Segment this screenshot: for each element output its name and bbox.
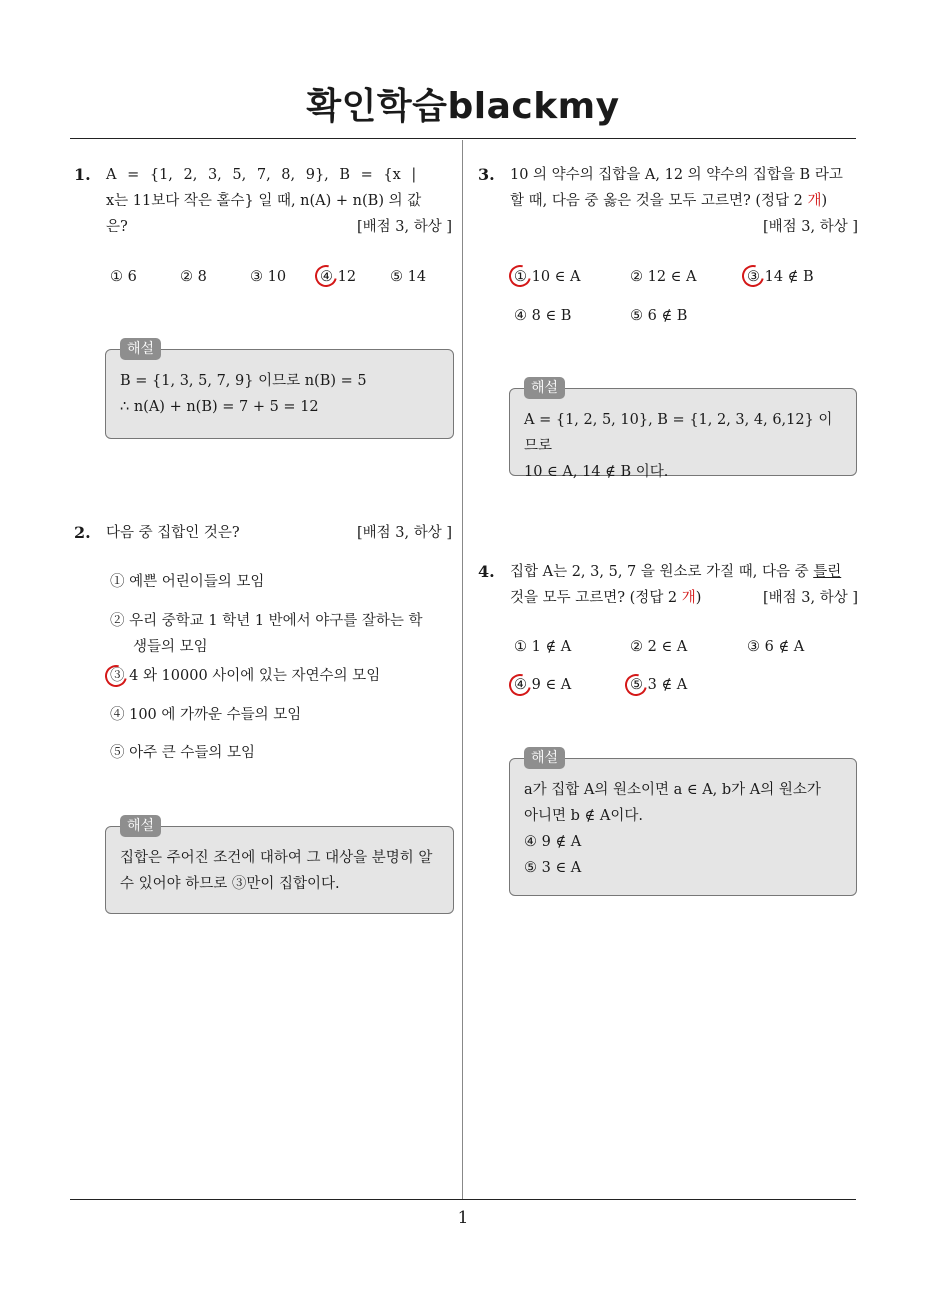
solution-tag: 해설 xyxy=(120,815,161,837)
option-3[interactable]: ③ 6 ∉ A xyxy=(747,639,805,655)
solution-tag: 해설 xyxy=(120,338,161,360)
solution-box xyxy=(509,380,857,480)
question-line: A = {1, 2, 3, 5, 7, 8, 9}, B = {x | xyxy=(106,167,417,183)
question-line: 은? [배점 3, 하상 ] xyxy=(106,214,452,240)
question-text xyxy=(510,162,858,240)
option-4[interactable]: ④ 12 xyxy=(320,269,357,285)
option-4[interactable]: ④ 100 에 가까운 수들의 모임 xyxy=(110,707,302,723)
option-1[interactable]: ① 예쁜 어린이들의 모임 xyxy=(110,574,265,590)
question-number: 4. xyxy=(478,562,495,581)
score-label: [배점 3, 하상 ] xyxy=(356,525,452,541)
solution-line: A = {1, 2, 5, 10}, B = {1, 2, 3, 4, 6,12} 이므로 xyxy=(524,412,833,454)
solution-line: 아니면 b ∉ A이다. xyxy=(524,808,643,824)
option-3[interactable]: ③ 14 ∉ B xyxy=(747,269,814,285)
option-3[interactable]: ③ 4 와 10000 사이에 있는 자연수의 모임 xyxy=(110,668,381,684)
question-line: 것을 모두 고르면? (정답 2 개) [배점 3, 하상 ] xyxy=(510,585,858,611)
solution-tag: 해설 xyxy=(524,377,565,399)
solution-box xyxy=(105,818,454,914)
option-2-continued: 생들의 모임 xyxy=(133,639,208,655)
question-line: 할 때, 다음 중 옳은 것을 모두 고르면? (정답 2 개) xyxy=(510,193,828,209)
question-number: 2. xyxy=(74,523,91,542)
solution-line: 10 ∈ A, 14 ∉ B 이다. xyxy=(524,464,669,480)
solution-line: a가 집합 A의 원소이면 a ∈ A, b가 A의 원소가 xyxy=(524,782,821,798)
question-text xyxy=(510,559,858,611)
solution-box xyxy=(509,750,857,896)
solution-line: ∴ n(A) + n(B) = 7 + 5 = 12 xyxy=(120,399,319,415)
option-4[interactable]: ④ 8 ∈ B xyxy=(514,308,572,324)
option-1[interactable]: ① 10 ∈ A xyxy=(514,269,581,285)
solution-line: B = {1, 3, 5, 7, 9} 이므로 n(B) = 5 xyxy=(120,373,367,389)
option-5[interactable]: ⑤ 6 ∉ B xyxy=(630,308,688,324)
score-label: [배점 3, 하상 ] xyxy=(762,219,858,235)
option-3[interactable]: ③ 10 xyxy=(250,269,287,285)
question-text xyxy=(106,162,452,240)
question-line: 10 의 약수의 집합을 A, 12 의 약수의 집합을 B 라고 xyxy=(510,167,843,183)
option-5[interactable]: ⑤ 3 ∉ A xyxy=(630,677,688,693)
option-4[interactable]: ④ 9 ∈ A xyxy=(514,677,572,693)
page-title: 확인학습blackmy xyxy=(306,86,620,127)
solution-box xyxy=(105,341,454,439)
solution-tag: 해설 xyxy=(524,747,565,769)
bottom-rule xyxy=(70,1199,856,1200)
option-5[interactable]: ⑤ 14 xyxy=(390,269,427,285)
option-2[interactable]: ② 8 xyxy=(180,269,207,285)
option-2[interactable]: ② 12 ∈ A xyxy=(630,269,697,285)
score-label: [배점 3, 하상 ] xyxy=(762,590,858,606)
solution-line: ⑤ 3 ∈ A xyxy=(524,860,582,876)
question-text: 다음 중 집합인 것은? [배점 3, 하상 ] xyxy=(106,520,452,546)
solution-line: 수 있어야 하므로 ③만이 집합이다. xyxy=(120,876,340,892)
option-1[interactable]: ① 6 xyxy=(110,269,137,285)
column-divider xyxy=(462,140,463,1200)
solution-line: 집합은 주어진 조건에 대하여 그 대상을 분명히 알 xyxy=(120,850,433,866)
page-number: 1 xyxy=(457,1208,469,1228)
question-line: x는 11보다 작은 홀수} 일 때, n(A) + n(B) 의 값 xyxy=(106,193,422,209)
question-number: 3. xyxy=(478,165,495,184)
top-rule xyxy=(70,138,856,139)
option-5[interactable]: ⑤ 아주 큰 수들의 모임 xyxy=(110,745,255,761)
question-number: 1. xyxy=(74,165,91,184)
option-2[interactable]: ② 우리 중학교 1 학년 1 반에서 야구를 잘하는 학 xyxy=(110,613,423,629)
question-line: 집합 A는 2, 3, 5, 7 을 원소로 가질 때, 다음 중 틀린 xyxy=(510,564,842,580)
score-label: [배점 3, 하상 ] xyxy=(356,219,452,235)
option-1[interactable]: ① 1 ∉ A xyxy=(514,639,572,655)
solution-line: ④ 9 ∉ A xyxy=(524,834,582,850)
option-2[interactable]: ② 2 ∈ A xyxy=(630,639,688,655)
